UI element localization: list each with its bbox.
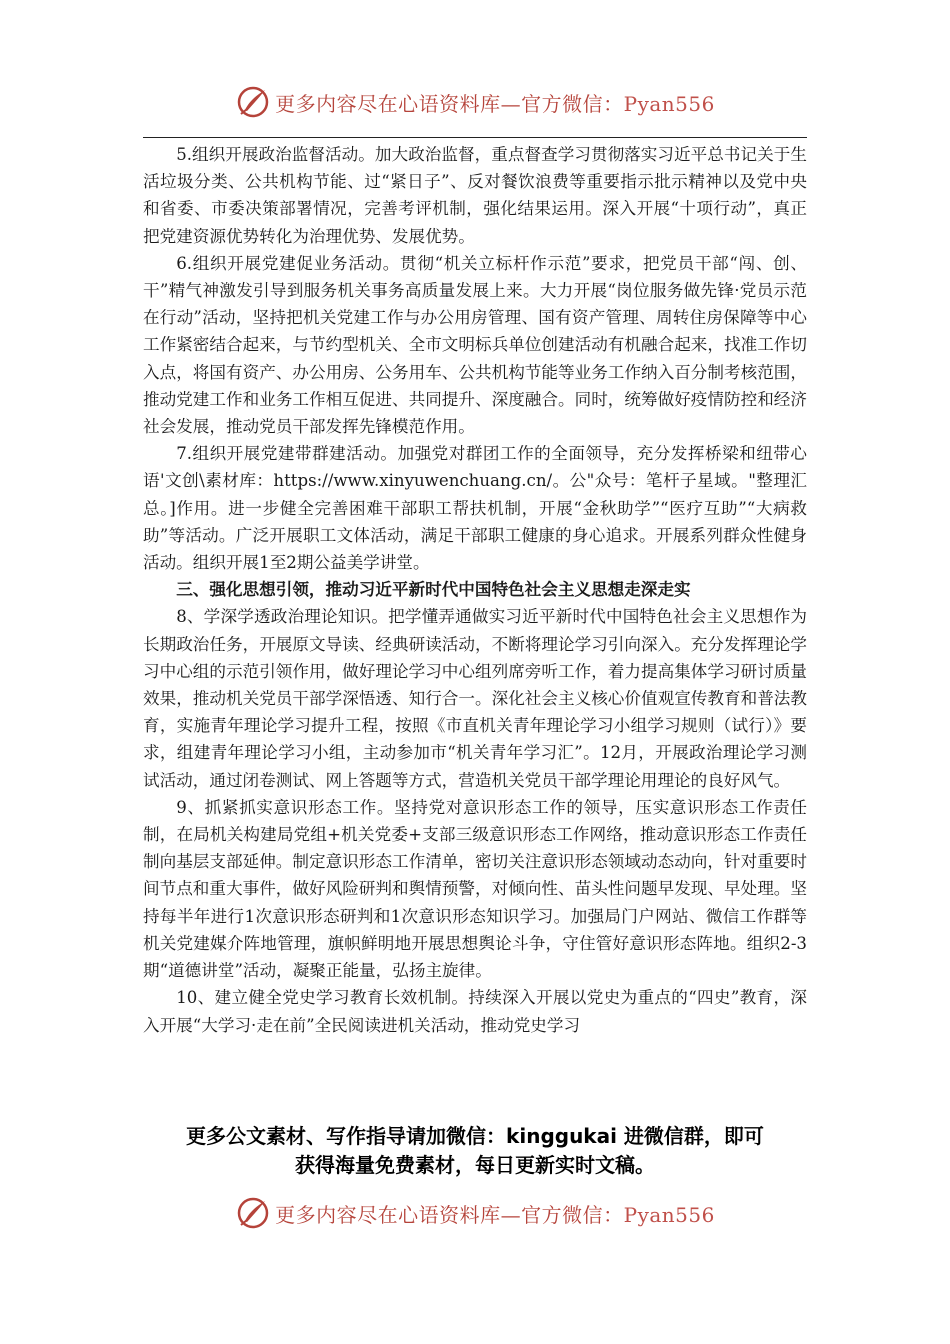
footer-banner	[0, 1193, 950, 1233]
paragraph-item-7: 7.组织开展党建带群建活动。加强党对群团工作的全面领导，充分发挥桥梁和纽带心语'文创\素材库：https://www.xinyuwenchuang.cn/。公"众号：笔杆子星域。"整理汇总。]作用。进一步健全完善困难干部职工帮扶机制，开展“金秋助学”“医疗互助”“大病救助”等活动。广泛开展职工文体活动，满足干部职工健康的身心追求。开展系列群众性健身活动。组织开展1至2期公益美学讲堂。	[143, 444, 807, 573]
promo-notice	[143, 1122, 807, 1180]
footer-banner-text: 更多内容尽在心语资料库—官方微信：Pyan556	[275, 1202, 715, 1227]
quill-logo-icon	[235, 1195, 271, 1231]
paragraph-item-10: 10、建立健全党史学习教育长效机制。持续深入开展以党史为重点的“四史”教育，深入开展“大学习·走在前”全民阅读进机关活动，推动党史学习	[143, 988, 807, 1035]
paragraph-item-8: 8、学深学透政治理论知识。把学懂弄通做实习近平新时代中国特色社会主义思想作为长期政治任务，开展原文导读、经典研读活动，不断将理论学习引向深入。充分发挥理论学习中心组的示范引领作用，做好理论学习中心组列席旁听工作，着力提高集体学习研讨质量效果，推动机关党员干部学深悟透、知行合一。深化社会主义核心价值观宣传教育和普法教育，实施青年理论学习提升工程，按照《市直机关青年理论学习小组学习规则（试行）》要求，组建青年理论学习小组，主动参加市“机关青年学习汇”。12月，开展政治理论学习测试活动，通过闭卷测试、网上答题等方式，营造机关党员干部学理论用理论的良好风气。	[143, 607, 807, 790]
document-body	[143, 141, 807, 1039]
quill-logo-icon	[235, 84, 271, 120]
header-divider	[143, 137, 807, 138]
header-banner	[0, 82, 950, 122]
paragraph-item-6: 6.组织开展党建促业务活动。贯彻“机关立标杆作示范”要求，把党员干部“闯、创、干”精气神激发引导到服务机关事务高质量发展上来。大力开展“岗位服务做先锋·党员示范在行动”活动，坚持把机关党建工作与办公用房管理、国有资产管理、周转住房保障等中心工作紧密结合起来，与节约型机关、全市文明标兵单位创建活动有机融合起来，找准工作切入点，将国有资产、办公用房、公务用车、公共机构节能等业务工作纳入百分制考核范围，推动党建工作和业务工作相互促进、共同提升、深度融合。同时，统筹做好疫情防控和经济社会发展，推动党员干部发挥先锋模范作用。	[143, 253, 807, 437]
paragraph-item-5: 5.组织开展政治监督活动。加大政治监督，重点督查学习贯彻落实习近平总书记关于生活垃圾分类、公共机构节能、过“紧日子”、反对餐饮浪费等重要指示批示精神以及党中央和省委、市委决策部署情况，完善考评机制，强化结果运用。深入开展“十项行动”，真正把党建资源优势转化为治理优势、发展优势。	[143, 145, 807, 246]
promo-line-1: 更多公文素材、写作指导请加微信：kinggukai 进微信群，即可	[186, 1124, 764, 1148]
promo-line-2: 获得海量免费素材，每日更新实时文稿。	[295, 1153, 655, 1177]
section-heading-3: 三、强化思想引领，推动习近平新时代中国特色社会主义思想走深走实	[176, 579, 691, 600]
paragraph-item-9: 9、抓紧抓实意识形态工作。坚持党对意识形态工作的领导，压实意识形态工作责任制，在局机关构建局党组+机关党委+支部三级意识形态工作网络，推动意识形态工作责任制向基层支部延伸。制定意识形态工作清单，密切关注意识形态领域动态动向，针对重要时间节点和重大事件，做好风险研判和舆情预警，对倾向性、苗头性问题早发现、早处理。坚持每半年进行1次意识形态研判和1次意识形态知识学习。加强局门户网站、微信工作群等机关党建媒介阵地管理，旗帜鲜明地开展思想舆论斗争，守住管好意识形态阵地。组织2-3期“道德讲堂”活动，凝聚正能量，弘扬主旋律。	[143, 797, 807, 981]
header-banner-text: 更多内容尽在心语资料库—官方微信：Pyan556	[275, 91, 715, 116]
